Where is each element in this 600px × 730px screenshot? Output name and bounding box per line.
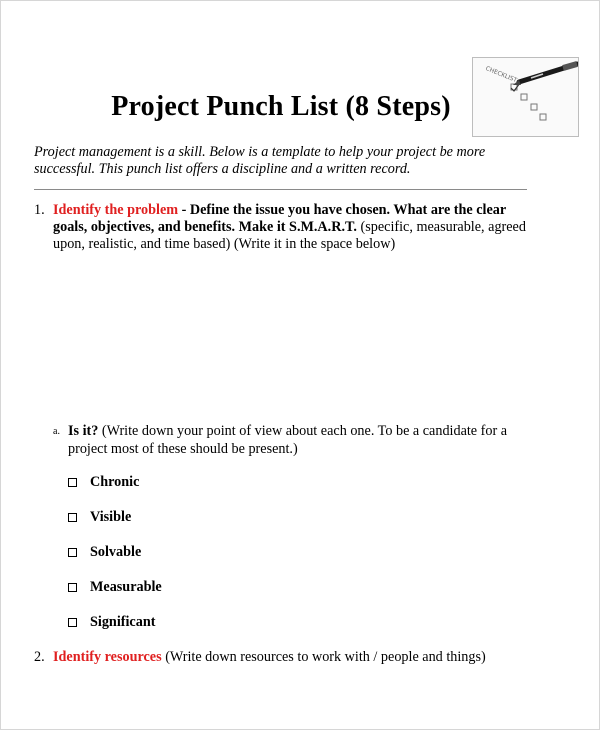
checklist-pen-icon	[473, 58, 578, 136]
thumbnail-label: CHECKLIST	[484, 65, 518, 85]
divider	[34, 189, 527, 190]
step-1-bold-text: - Define the issue you have chosen. What are the clear goals, objectives, and benefits. Make it S.M.A.R.T.	[53, 202, 506, 235]
step-1-detail: (specific, measurable, agreed upon, realistic, and time based) (Write it in the space below)	[53, 219, 526, 252]
step-1-number: 1.	[34, 202, 45, 218]
checkbox[interactable]	[68, 513, 77, 522]
page-title: Project Punch List (8 Steps)	[111, 91, 451, 122]
step-1-text	[53, 202, 528, 253]
checklist-label: Measurable	[90, 579, 162, 595]
checklist-label: Chronic	[90, 474, 140, 490]
checklist-label: Solvable	[90, 544, 142, 560]
sub-item-text	[68, 422, 530, 458]
sub-item-detail: (Write down your point of view about each one. To be a candidate for a project most of these should be present.)	[68, 423, 508, 457]
checklist-label: Visible	[90, 509, 132, 525]
checkbox[interactable]	[68, 548, 77, 557]
intro-paragraph: Project management is a skill. Below is a template to help your project be more successful. This punch list offers a discipline and a written record.	[34, 144, 486, 177]
sub-item-letter: a.	[53, 426, 60, 437]
step-2-text	[53, 649, 533, 666]
checkbox[interactable]	[68, 583, 77, 592]
sub-item-lead: Is it?	[68, 423, 99, 439]
step-2-number: 2.	[34, 649, 45, 665]
step-2-detail: (Write down resources to work with / people and things)	[161, 649, 486, 665]
step-2-heading: Identify resources	[53, 649, 162, 665]
checkbox[interactable]	[68, 618, 77, 627]
checkbox[interactable]	[68, 478, 77, 487]
checklist-label: Significant	[90, 614, 156, 630]
checklist-thumbnail	[472, 57, 579, 137]
step-1-heading: Identify the problem	[53, 202, 179, 218]
